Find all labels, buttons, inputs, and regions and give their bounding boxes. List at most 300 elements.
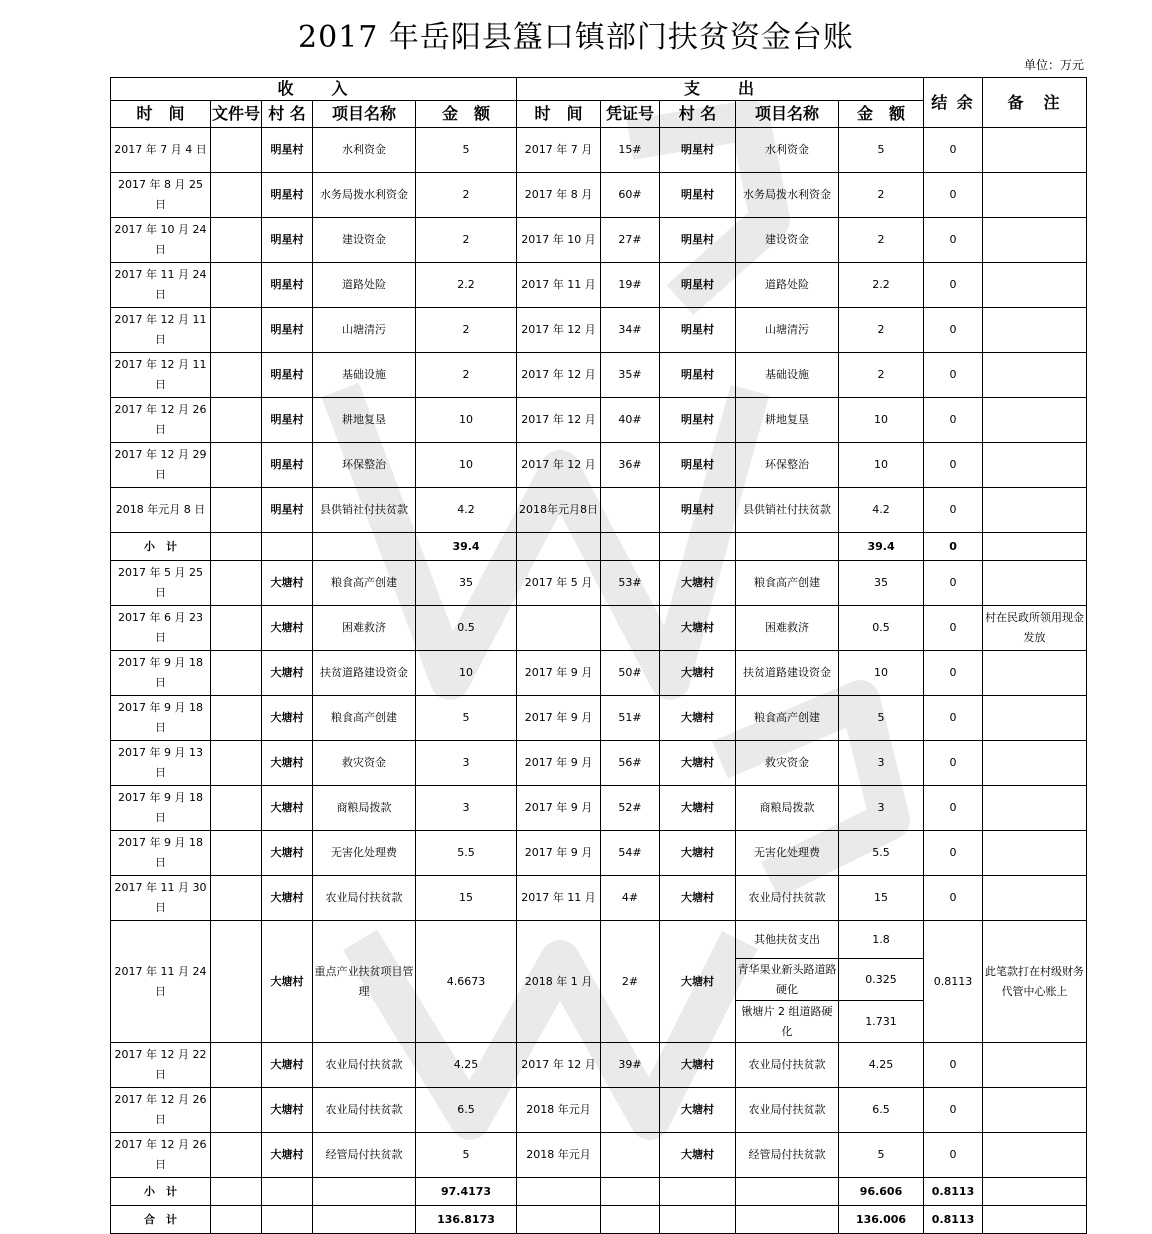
income-file-no <box>211 696 262 741</box>
empty-cell <box>660 1206 736 1234</box>
income-date: 2017 年 12 月 22 日 <box>111 1043 211 1088</box>
income-col-file-no: 文件号 <box>211 101 262 128</box>
income-amount: 2.2 <box>416 263 517 308</box>
income-item: 道路处险 <box>313 263 416 308</box>
income-village: 明星村 <box>262 488 313 533</box>
table-row <box>111 128 1087 173</box>
income-amount: 3 <box>416 786 517 831</box>
income-item: 县供销社付扶贫款 <box>313 488 416 533</box>
expense-col-date: 时 间 <box>517 101 601 128</box>
income-date: 2017 年 11 月 24 日 <box>111 921 211 1043</box>
expense-date: 2017 年 9 月 <box>517 831 601 876</box>
remark <box>983 651 1087 696</box>
expense-voucher: 50# <box>601 651 660 696</box>
empty-cell <box>262 533 313 561</box>
income-file-no <box>211 561 262 606</box>
income-amount: 3 <box>416 741 517 786</box>
balance-header: 结 余 <box>924 78 983 128</box>
empty-cell <box>517 1178 601 1206</box>
expense-date: 2017 年 9 月 <box>517 741 601 786</box>
expense-date: 2017 年 12 月 <box>517 353 601 398</box>
income-amount: 2 <box>416 353 517 398</box>
page-title: 2017 年岳阳县簋口镇部门扶贫资金台账 <box>298 20 854 55</box>
empty-cell <box>313 1178 416 1206</box>
income-item: 无害化处理费 <box>313 831 416 876</box>
remark-header: 备 注 <box>983 78 1087 128</box>
income-file-no <box>211 1088 262 1133</box>
income-amount: 2 <box>416 308 517 353</box>
expense-amount: 2 <box>839 353 924 398</box>
income-item: 重点产业扶贫项目管理 <box>313 921 416 1043</box>
remark <box>983 831 1087 876</box>
income-item: 困难救济 <box>313 606 416 651</box>
remark <box>983 398 1087 443</box>
expense-item: 农业局付扶贫款 <box>736 1043 839 1088</box>
balance: 0 <box>924 1133 983 1178</box>
balance: 0 <box>924 561 983 606</box>
empty-cell <box>517 533 601 561</box>
table-row <box>111 651 1087 696</box>
income-date: 2017 年 7 月 4 日 <box>111 128 211 173</box>
income-village: 大塘村 <box>262 561 313 606</box>
expense-voucher <box>601 1088 660 1133</box>
expense-village: 明星村 <box>660 398 736 443</box>
income-amount: 5.5 <box>416 831 517 876</box>
balance: 0 <box>924 173 983 218</box>
balance: 0 <box>924 308 983 353</box>
income-file-no <box>211 651 262 696</box>
empty-cell <box>313 1206 416 1234</box>
expense-voucher: 60# <box>601 173 660 218</box>
expense-date: 2017 年 8 月 <box>517 173 601 218</box>
income-file-no <box>211 443 262 488</box>
income-item: 扶贫道路建设资金 <box>313 651 416 696</box>
empty-cell <box>601 1178 660 1206</box>
income-date: 2017 年 12 月 11 日 <box>111 308 211 353</box>
table-row <box>111 831 1087 876</box>
income-date: 2017 年 9 月 18 日 <box>111 831 211 876</box>
income-village: 明星村 <box>262 398 313 443</box>
remark: 村在民政所领用现金发放 <box>983 606 1087 651</box>
balance: 0 <box>924 651 983 696</box>
expense-item: 水务局拨水利资金 <box>736 173 839 218</box>
expense-date: 2017 年 12 月 <box>517 398 601 443</box>
balance-total: 0.8113 <box>924 1178 983 1206</box>
expense-item: 救灾资金 <box>736 741 839 786</box>
remark <box>983 308 1087 353</box>
income-file-no <box>211 606 262 651</box>
expense-item: 耕地复垦 <box>736 398 839 443</box>
income-file-no <box>211 876 262 921</box>
expense-voucher: 52# <box>601 786 660 831</box>
remark <box>983 696 1087 741</box>
income-village: 大塘村 <box>262 786 313 831</box>
subtotal-row <box>111 1178 1087 1206</box>
expense-item: 粮食高产创建 <box>736 696 839 741</box>
balance: 0 <box>924 696 983 741</box>
expense-amount: 15 <box>839 876 924 921</box>
expense-amount: 2.2 <box>839 263 924 308</box>
income-item: 水利资金 <box>313 128 416 173</box>
empty-cell <box>262 1206 313 1234</box>
balance: 0.8113 <box>924 921 983 1043</box>
income-date: 2017 年 11 月 24 日 <box>111 263 211 308</box>
expense-voucher: 40# <box>601 398 660 443</box>
empty-cell <box>262 1178 313 1206</box>
table-row <box>111 308 1087 353</box>
empty-cell <box>983 533 1087 561</box>
expense-village: 明星村 <box>660 218 736 263</box>
expense-village: 大塘村 <box>660 1133 736 1178</box>
income-col-village: 村 名 <box>262 101 313 128</box>
remark <box>983 353 1087 398</box>
income-amount: 5 <box>416 128 517 173</box>
expense-item: 环保整治 <box>736 443 839 488</box>
expense-voucher: 27# <box>601 218 660 263</box>
balance: 0 <box>924 218 983 263</box>
expense-item: 基础设施 <box>736 353 839 398</box>
expense-amount: 10 <box>839 651 924 696</box>
income-date: 2017 年 5 月 25 日 <box>111 561 211 606</box>
table-row <box>111 1043 1087 1088</box>
income-date: 2017 年 9 月 18 日 <box>111 786 211 831</box>
expense-village: 大塘村 <box>660 561 736 606</box>
expense-voucher: 19# <box>601 263 660 308</box>
expense-village: 明星村 <box>660 443 736 488</box>
balance-total: 0 <box>924 533 983 561</box>
balance: 0 <box>924 1088 983 1133</box>
expense-amount: 2 <box>839 173 924 218</box>
income-amount: 4.25 <box>416 1043 517 1088</box>
table-row <box>111 786 1087 831</box>
expense-col-voucher: 凭证号 <box>601 101 660 128</box>
empty-cell <box>736 1178 839 1206</box>
remark <box>983 561 1087 606</box>
income-item: 耕地复垦 <box>313 398 416 443</box>
income-file-no <box>211 308 262 353</box>
expense-item: 农业局付扶贫款 <box>736 1088 839 1133</box>
expense-amount: 35 <box>839 561 924 606</box>
expense-village: 大塘村 <box>660 741 736 786</box>
income-date: 2017 年 10 月 24 日 <box>111 218 211 263</box>
empty-cell <box>736 1206 839 1234</box>
empty-cell <box>601 533 660 561</box>
expense-total: 39.4 <box>839 533 924 561</box>
expense-village: 明星村 <box>660 263 736 308</box>
income-date: 2017 年 9 月 18 日 <box>111 696 211 741</box>
expense-voucher: 34# <box>601 308 660 353</box>
expense-date: 2017 年 12 月 <box>517 1043 601 1088</box>
table-row <box>111 173 1087 218</box>
expense-amount: 4.25 <box>839 1043 924 1088</box>
expense-sub-amount: 1.731 <box>839 1001 924 1043</box>
table-row <box>111 606 1087 651</box>
income-date: 2017 年 12 月 29 日 <box>111 443 211 488</box>
balance: 0 <box>924 876 983 921</box>
expense-item: 困难救济 <box>736 606 839 651</box>
balance: 0 <box>924 831 983 876</box>
expense-amount: 3 <box>839 741 924 786</box>
table-row <box>111 1133 1087 1178</box>
income-date: 2017 年 11 月 30 日 <box>111 876 211 921</box>
income-village: 明星村 <box>262 308 313 353</box>
expense-date: 2018 年元月 <box>517 1088 601 1133</box>
subtotal-label: 合 计 <box>111 1206 211 1234</box>
expense-amount: 6.5 <box>839 1088 924 1133</box>
expense-amount: 4.2 <box>839 488 924 533</box>
income-amount: 2 <box>416 173 517 218</box>
income-total: 39.4 <box>416 533 517 561</box>
expense-village: 大塘村 <box>660 921 736 1043</box>
grand-total-row <box>111 1206 1087 1234</box>
expense-item: 商粮局拨款 <box>736 786 839 831</box>
expense-amount: 5.5 <box>839 831 924 876</box>
income-file-no <box>211 786 262 831</box>
remark: 此笔款打在村级财务代管中心账上 <box>983 921 1087 1043</box>
expense-date: 2017 年 12 月 <box>517 308 601 353</box>
expense-village: 大塘村 <box>660 786 736 831</box>
remark <box>983 488 1087 533</box>
expense-village: 大塘村 <box>660 1043 736 1088</box>
expense-village: 明星村 <box>660 308 736 353</box>
income-file-no <box>211 1133 262 1178</box>
table-row <box>111 218 1087 263</box>
expense-date: 2018年元月8日 <box>517 488 601 533</box>
expense-item: 山塘清污 <box>736 308 839 353</box>
balance: 0 <box>924 398 983 443</box>
table-row <box>111 876 1087 921</box>
expense-voucher: 4# <box>601 876 660 921</box>
expense-voucher <box>601 1133 660 1178</box>
expense-total: 136.006 <box>839 1206 924 1234</box>
balance: 0 <box>924 128 983 173</box>
table-row <box>111 488 1087 533</box>
income-total: 136.8173 <box>416 1206 517 1234</box>
expense-voucher: 56# <box>601 741 660 786</box>
remark <box>983 741 1087 786</box>
expense-sub-amount: 0.325 <box>839 959 924 1001</box>
table-row <box>111 921 1087 959</box>
income-amount: 2 <box>416 218 517 263</box>
table-row <box>111 1088 1087 1133</box>
remark <box>983 876 1087 921</box>
expense-village: 明星村 <box>660 353 736 398</box>
expense-date: 2017 年 11 月 <box>517 876 601 921</box>
income-amount: 4.2 <box>416 488 517 533</box>
income-item: 山塘清污 <box>313 308 416 353</box>
income-amount: 10 <box>416 651 517 696</box>
income-amount: 10 <box>416 443 517 488</box>
expense-amount: 2 <box>839 308 924 353</box>
income-amount: 0.5 <box>416 606 517 651</box>
expense-amount: 5 <box>839 696 924 741</box>
expense-date: 2017 年 5 月 <box>517 561 601 606</box>
expense-village: 大塘村 <box>660 651 736 696</box>
remark <box>983 786 1087 831</box>
expense-amount: 2 <box>839 218 924 263</box>
expense-voucher: 54# <box>601 831 660 876</box>
income-village: 大塘村 <box>262 696 313 741</box>
income-total: 97.4173 <box>416 1178 517 1206</box>
income-amount: 4.6673 <box>416 921 517 1043</box>
expense-village: 大塘村 <box>660 606 736 651</box>
balance-total: 0.8113 <box>924 1206 983 1234</box>
income-village: 大塘村 <box>262 831 313 876</box>
balance: 0 <box>924 263 983 308</box>
expense-village: 明星村 <box>660 488 736 533</box>
expense-voucher <box>601 488 660 533</box>
income-village: 明星村 <box>262 173 313 218</box>
income-file-no <box>211 398 262 443</box>
balance: 0 <box>924 443 983 488</box>
remark <box>983 443 1087 488</box>
empty-cell <box>660 533 736 561</box>
income-item: 粮食高产创建 <box>313 561 416 606</box>
income-item: 基础设施 <box>313 353 416 398</box>
income-date: 2017 年 6 月 23 日 <box>111 606 211 651</box>
income-item: 水务局拨水利资金 <box>313 173 416 218</box>
expense-item: 水利资金 <box>736 128 839 173</box>
expense-voucher: 2# <box>601 921 660 1043</box>
expense-section-header: 支 出 <box>517 78 924 101</box>
expense-col-item: 项目名称 <box>736 101 839 128</box>
ledger-table <box>110 77 1087 1234</box>
empty-cell <box>983 1206 1087 1234</box>
empty-cell <box>313 533 416 561</box>
expense-date: 2017 年 12 月 <box>517 443 601 488</box>
expense-amount: 5 <box>839 1133 924 1178</box>
remark <box>983 1043 1087 1088</box>
balance: 0 <box>924 741 983 786</box>
expense-date: 2017 年 9 月 <box>517 651 601 696</box>
income-item: 粮食高产创建 <box>313 696 416 741</box>
income-file-no <box>211 173 262 218</box>
empty-cell <box>983 1178 1087 1206</box>
income-village: 大塘村 <box>262 1133 313 1178</box>
expense-voucher: 15# <box>601 128 660 173</box>
expense-date: 2017 年 9 月 <box>517 696 601 741</box>
expense-item: 扶贫道路建设资金 <box>736 651 839 696</box>
empty-cell <box>211 1178 262 1206</box>
income-amount: 5 <box>416 1133 517 1178</box>
income-col-amount: 金 额 <box>416 101 517 128</box>
income-date: 2018 年元月 8 日 <box>111 488 211 533</box>
table-row <box>111 353 1087 398</box>
income-file-no <box>211 921 262 1043</box>
remark <box>983 263 1087 308</box>
expense-col-village: 村 名 <box>660 101 736 128</box>
expense-col-amount: 金 额 <box>839 101 924 128</box>
income-file-no <box>211 218 262 263</box>
expense-voucher: 35# <box>601 353 660 398</box>
table-row <box>111 741 1087 786</box>
expense-item: 道路处险 <box>736 263 839 308</box>
income-village: 明星村 <box>262 353 313 398</box>
balance: 0 <box>924 488 983 533</box>
table-row <box>111 443 1087 488</box>
remark <box>983 1088 1087 1133</box>
income-file-no <box>211 488 262 533</box>
remark <box>983 173 1087 218</box>
income-village: 大塘村 <box>262 606 313 651</box>
expense-village: 明星村 <box>660 128 736 173</box>
empty-cell <box>517 1206 601 1234</box>
expense-item: 农业局付扶贫款 <box>736 876 839 921</box>
income-file-no <box>211 741 262 786</box>
income-item: 商粮局拨款 <box>313 786 416 831</box>
income-date: 2017 年 9 月 18 日 <box>111 651 211 696</box>
subtotal-label: 小 计 <box>111 533 211 561</box>
income-item: 救灾资金 <box>313 741 416 786</box>
expense-item: 县供销社付扶贫款 <box>736 488 839 533</box>
empty-cell <box>211 1206 262 1234</box>
income-village: 明星村 <box>262 263 313 308</box>
expense-amount: 10 <box>839 398 924 443</box>
balance: 0 <box>924 353 983 398</box>
income-date: 2017 年 12 月 26 日 <box>111 1133 211 1178</box>
income-village: 大塘村 <box>262 1088 313 1133</box>
expense-sub-item: 青华果业新头路道路硬化 <box>736 959 839 1001</box>
expense-village: 大塘村 <box>660 696 736 741</box>
income-col-item: 项目名称 <box>313 101 416 128</box>
income-amount: 15 <box>416 876 517 921</box>
expense-sub-item: 其他扶贫支出 <box>736 921 839 959</box>
subtotal-row <box>111 533 1087 561</box>
income-village: 大塘村 <box>262 1043 313 1088</box>
income-village: 大塘村 <box>262 651 313 696</box>
income-file-no <box>211 1043 262 1088</box>
expense-voucher: 53# <box>601 561 660 606</box>
income-date: 2017 年 8 月 25 日 <box>111 173 211 218</box>
empty-cell <box>601 1206 660 1234</box>
income-date: 2017 年 12 月 26 日 <box>111 398 211 443</box>
income-item: 经管局付扶贫款 <box>313 1133 416 1178</box>
expense-voucher: 36# <box>601 443 660 488</box>
income-section-header: 收 入 <box>111 78 517 101</box>
expense-village: 大塘村 <box>660 876 736 921</box>
table-row <box>111 561 1087 606</box>
income-amount: 10 <box>416 398 517 443</box>
expense-amount: 10 <box>839 443 924 488</box>
unit-label: 单位：万元 <box>1023 58 1084 72</box>
expense-voucher: 51# <box>601 696 660 741</box>
expense-voucher <box>601 606 660 651</box>
remark <box>983 1133 1087 1178</box>
income-village: 明星村 <box>262 128 313 173</box>
empty-cell <box>660 1178 736 1206</box>
income-date: 2017 年 9 月 13 日 <box>111 741 211 786</box>
table-row <box>111 398 1087 443</box>
expense-voucher: 39# <box>601 1043 660 1088</box>
income-amount: 6.5 <box>416 1088 517 1133</box>
expense-village: 明星村 <box>660 173 736 218</box>
expense-date: 2017 年 7 月 <box>517 128 601 173</box>
income-col-date: 时 间 <box>111 101 211 128</box>
income-village: 明星村 <box>262 218 313 263</box>
income-file-no <box>211 353 262 398</box>
income-amount: 5 <box>416 696 517 741</box>
expense-total: 96.606 <box>839 1178 924 1206</box>
income-item: 建设资金 <box>313 218 416 263</box>
balance: 0 <box>924 786 983 831</box>
income-village: 大塘村 <box>262 921 313 1043</box>
expense-amount: 0.5 <box>839 606 924 651</box>
income-date: 2017 年 12 月 26 日 <box>111 1088 211 1133</box>
expense-item: 建设资金 <box>736 218 839 263</box>
expense-item: 无害化处理费 <box>736 831 839 876</box>
income-item: 环保整治 <box>313 443 416 488</box>
income-amount: 35 <box>416 561 517 606</box>
